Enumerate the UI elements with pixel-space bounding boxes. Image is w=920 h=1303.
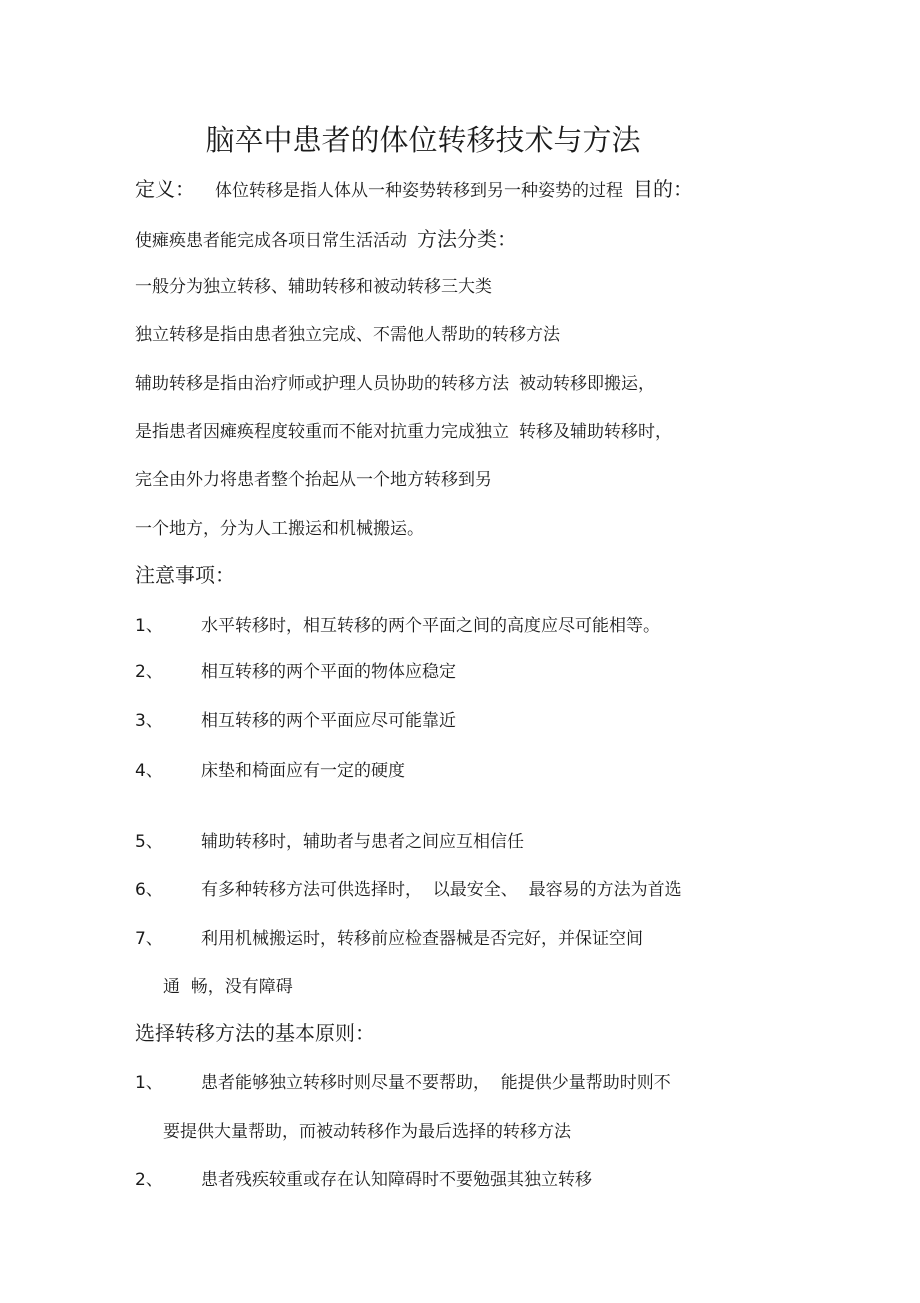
note-item-7-continuation: 通 畅，没有障碍 xyxy=(163,977,293,997)
note-text: 床垫和椅面应有一定的硬度 xyxy=(201,761,405,781)
principle-item-1-continuation: 要提供大量帮助，而被动转移作为最后选择的转移方法 xyxy=(163,1122,571,1142)
note-number: 5、 xyxy=(135,832,163,852)
independent-line: 独立转移是指由患者独立完成、不需他人帮助的转移方法 xyxy=(135,325,560,345)
note-number: 6、 xyxy=(135,880,163,900)
note-text: 辅助转移时，辅助者与患者之间应互相信任 xyxy=(201,832,524,852)
purpose-text: 使瘫痪患者能完成各项日常生活活动 xyxy=(135,231,407,251)
note-text: 有多种转移方法可供选择时， 以最安全、 最容易的方法为首选 xyxy=(201,880,682,900)
note-number: 1、 xyxy=(135,616,163,636)
method-label: 方法分类： xyxy=(417,227,517,251)
assisted-text: 辅助转移是指由治疗师或护理人员协助的转移方法 xyxy=(135,374,509,394)
note-text: 相互转移的两个平面应尽可能靠近 xyxy=(201,711,456,731)
passive-line-4: 一个地方，分为人工搬运和机械搬运。 xyxy=(135,519,424,539)
passive-line-2a: 是指患者因瘫痪程度较重而不能对抗重力完成独立 xyxy=(135,422,509,442)
principles-heading: 选择转移方法的基本原则： xyxy=(135,1021,375,1045)
note-number: 3、 xyxy=(135,711,163,731)
note-text: 相互转移的两个平面的物体应稳定 xyxy=(201,662,456,682)
note-text: 水平转移时，相互转移的两个平面之间的高度应尽可能相等。 xyxy=(201,616,660,636)
definition-label: 定义： xyxy=(135,177,195,201)
note-number: 7、 xyxy=(135,929,163,949)
principle-text: 患者残疾较重或存在认知障碍时不要勉强其独立转移 xyxy=(201,1170,592,1190)
note-number: 4、 xyxy=(135,761,163,781)
notes-heading: 注意事项： xyxy=(135,563,235,587)
definition-line xyxy=(135,177,693,203)
principle-number: 1、 xyxy=(135,1073,163,1093)
principle-text: 患者能够独立转移时则尽量不要帮助， 能提供少量帮助时则不 xyxy=(201,1073,671,1093)
purpose-label: 目的： xyxy=(633,177,693,201)
passive-start: 被动转移即搬运， xyxy=(519,374,655,394)
note-number: 2、 xyxy=(135,662,163,682)
assisted-line xyxy=(135,372,655,396)
definition-text: 体位转移是指人体从一种姿势转移到另一种姿势的过程 xyxy=(215,181,623,201)
page-title: 脑卒中患者的体位转移技术与方法 xyxy=(205,123,641,157)
principle-number: 2、 xyxy=(135,1170,163,1190)
passive-line-2 xyxy=(135,420,672,444)
note-text: 利用机械搬运时，转移前应检查器械是否完好，并保证空间 xyxy=(201,929,643,949)
classification-line: 一般分为独立转移、辅助转移和被动转移三大类 xyxy=(135,277,492,297)
passive-line-3: 完全由外力将患者整个抬起从一个地方转移到另 xyxy=(135,470,492,490)
purpose-line xyxy=(135,227,517,253)
passive-line-2b: 转移及辅助转移时， xyxy=(519,422,672,442)
